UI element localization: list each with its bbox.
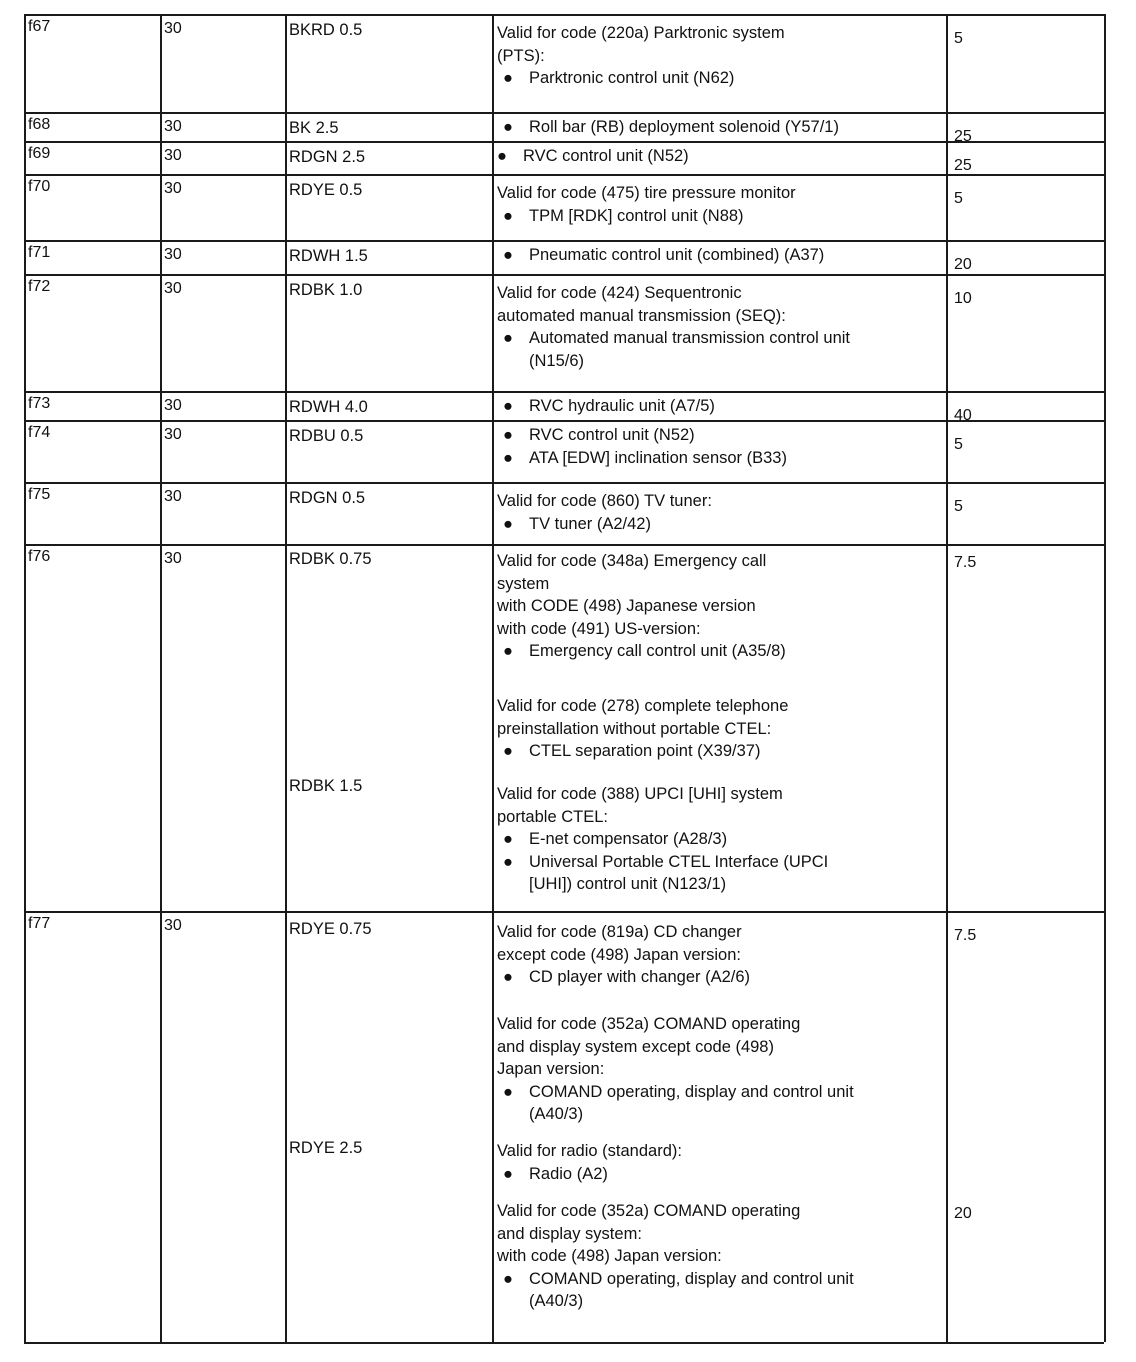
column-divider: [946, 14, 948, 1342]
column-divider: [24, 14, 26, 1342]
wire-spec: RDYE 0.5: [289, 181, 363, 199]
description-line: with code (498) Japan version:: [497, 1247, 722, 1265]
bullet-item: [497, 1268, 854, 1313]
wire-spec: RDWH 4.0: [289, 398, 368, 416]
bullet-item: [497, 447, 787, 470]
bullet-item: [497, 205, 796, 228]
description-line: Valid for code (424) Sequentronic: [497, 284, 742, 302]
fuse-number: f75: [28, 486, 51, 503]
terminal-number: 30: [164, 280, 182, 297]
bullet-text: Parktronic control unit (N62): [529, 69, 735, 87]
fuse-rating: 5: [954, 190, 963, 207]
bullet-icon: ●: [503, 69, 513, 87]
bullet-text: [UHI]) control unit (N123/1): [529, 875, 727, 893]
row-divider: [24, 112, 1104, 114]
wire-spec: RDBU 0.5: [289, 427, 364, 445]
row-divider: [24, 391, 1104, 393]
description-block: [497, 1200, 854, 1313]
bullet-item: [497, 828, 828, 851]
bullet-icon: ●: [503, 329, 513, 347]
bullet-item: [497, 966, 750, 989]
description-block: [497, 22, 785, 90]
bullet-text: RVC control unit (N52): [529, 426, 695, 444]
terminal-number: 30: [164, 426, 182, 443]
bullet-text: COMAND operating, display and control unit: [529, 1269, 854, 1288]
bullet-icon: ●: [503, 448, 513, 467]
description-block: [497, 244, 824, 267]
bullet-text: Universal Portable CTEL Interface (UPCI: [529, 852, 829, 871]
bullet-item: [497, 851, 828, 896]
column-divider: [160, 14, 162, 1342]
description-line: Valid for code (819a) CD changer: [497, 923, 742, 941]
column-divider: [1104, 14, 1106, 1342]
description-line: with CODE (498) Japanese version: [497, 597, 756, 615]
description-block: [497, 1013, 854, 1126]
wire-spec: RDBK 1.0: [289, 281, 363, 299]
description-line: system: [497, 574, 550, 593]
fuse-rating: 20: [954, 1205, 972, 1222]
terminal-number: 30: [164, 397, 182, 414]
bullet-text: RVC hydraulic unit (A7/5): [529, 397, 715, 415]
wire-spec: BKRD 0.5: [289, 21, 363, 39]
bullet-icon: ●: [503, 852, 513, 871]
description-line: Valid for code (352a) COMAND operating: [497, 1015, 801, 1033]
bullet-text: E-net compensator (A28/3): [529, 830, 728, 848]
bullet-icon: ●: [503, 742, 513, 760]
wire-spec: RDBK 1.5: [289, 777, 363, 795]
description-line: with code (491) US-version:: [497, 619, 701, 638]
bullet-icon: ●: [503, 206, 513, 225]
description-block: [497, 145, 689, 168]
description-line: Valid for code (388) UPCI [UHI] system: [497, 785, 783, 803]
row-divider: [24, 14, 1104, 16]
description-block: [497, 783, 828, 896]
fuse-number: f73: [28, 395, 51, 412]
column-divider: [285, 14, 287, 1342]
fuse-rating: 7.5: [954, 554, 977, 571]
fuse-number: f68: [28, 116, 51, 133]
row-divider: [24, 274, 1104, 276]
description-line: Valid for code (352a) COMAND operating: [497, 1202, 801, 1220]
bullet-icon: ●: [503, 830, 513, 848]
description-line: and display system except code (498): [497, 1037, 774, 1056]
bullet-text: CD player with changer (A2/6): [529, 968, 751, 986]
row-divider: [24, 240, 1104, 242]
wire-spec: RDGN 0.5: [289, 489, 366, 507]
wire-spec: RDGN 2.5: [289, 148, 366, 166]
bullet-text: Automated manual transmission control unit: [529, 329, 850, 347]
bullet-icon: ●: [503, 118, 513, 136]
wire-spec: BK 2.5: [289, 119, 339, 137]
description-line: automated manual transmission (SEQ):: [497, 306, 786, 325]
description-block: [497, 182, 796, 227]
description-line: Valid for code (860) TV tuner:: [497, 492, 712, 510]
bullet-icon: ●: [503, 1082, 513, 1101]
fuse-number: f74: [28, 424, 51, 441]
description-block: [497, 490, 712, 535]
bullet-item: [497, 67, 785, 90]
fuse-number: f70: [28, 178, 51, 195]
description-block: [497, 1140, 682, 1185]
bullet-icon: ●: [503, 642, 513, 660]
fuse-rating: 20: [954, 256, 972, 273]
description-line: Valid for code (220a) Parktronic system: [497, 24, 785, 42]
description-block: [497, 921, 750, 989]
terminal-number: 30: [164, 550, 182, 567]
row-divider: [24, 911, 1104, 913]
fuse-rating: 5: [954, 30, 963, 47]
row-divider: [24, 141, 1104, 143]
fuse-number: f76: [28, 548, 51, 565]
description-line: Japan version:: [497, 1060, 605, 1078]
description-line: Valid for code (278) complete telephone: [497, 697, 789, 715]
terminal-number: 30: [164, 917, 182, 934]
description-block: [497, 395, 715, 418]
bullet-icon: ●: [503, 1164, 513, 1183]
bullet-icon: ●: [503, 426, 513, 444]
terminal-number: 30: [164, 180, 182, 197]
fuse-rating: 25: [954, 157, 972, 174]
bullet-text: TPM [RDK] control unit (N88): [529, 206, 744, 225]
fuse-number: f69: [28, 145, 51, 162]
bullet-item: [497, 1081, 854, 1126]
fuse-number: f72: [28, 278, 51, 295]
fuse-rating: 10: [954, 290, 972, 307]
bullet-item: [497, 395, 715, 418]
description-block: [497, 424, 787, 469]
description-block: [497, 550, 786, 663]
fuse-rating: 5: [954, 498, 963, 515]
description-block: [497, 695, 788, 763]
bullet-icon: ●: [503, 968, 513, 986]
bullet-text: Radio (A2): [529, 1164, 608, 1183]
fuse-rating: 25: [954, 128, 972, 145]
description-line: and display system:: [497, 1224, 642, 1243]
description-block: [497, 282, 850, 372]
wire-spec: RDWH 1.5: [289, 247, 368, 265]
description-line: Valid for code (348a) Emergency call: [497, 552, 767, 570]
terminal-number: 30: [164, 488, 182, 505]
bullet-text: (A40/3): [529, 1105, 584, 1123]
bullet-icon: ●: [503, 397, 513, 415]
bullet-icon: ●: [503, 1269, 513, 1288]
wire-spec: RDBK 0.75: [289, 550, 372, 568]
fuse-number: f67: [28, 18, 51, 35]
description-block: [497, 116, 839, 139]
bullet-item: [497, 740, 788, 763]
bullet-item: [497, 327, 850, 372]
bullet-item: [497, 513, 712, 536]
description-line: preinstallation without portable CTEL:: [497, 719, 772, 738]
bullet-item: [497, 145, 689, 168]
description-line: Valid for radio (standard):: [497, 1142, 682, 1160]
row-divider: [24, 482, 1104, 484]
bullet-text: (N15/6): [529, 351, 585, 370]
terminal-number: 30: [164, 147, 182, 164]
bullet-text: Emergency call control unit (A35/8): [529, 642, 786, 660]
description-line: except code (498) Japan version:: [497, 945, 741, 964]
wire-spec: RDYE 0.75: [289, 920, 372, 938]
terminal-number: 30: [164, 118, 182, 135]
row-divider: [24, 1342, 1104, 1344]
row-divider: [24, 544, 1104, 546]
bullet-item: [497, 424, 787, 447]
fuse-number: f77: [28, 915, 51, 932]
fuse-rating: 40: [954, 407, 972, 424]
terminal-number: 30: [164, 20, 182, 37]
description-line: Valid for code (475) tire pressure monitor: [497, 184, 796, 202]
bullet-item: [497, 640, 786, 663]
bullet-text: CTEL separation point (X39/37): [529, 742, 761, 760]
bullet-icon: ●: [497, 147, 507, 165]
row-divider: [24, 420, 1104, 422]
terminal-number: 30: [164, 246, 182, 263]
bullet-item: [497, 116, 839, 139]
row-divider: [24, 174, 1104, 176]
bullet-icon: ●: [503, 514, 513, 533]
description-line: (PTS):: [497, 46, 545, 65]
bullet-item: [497, 1163, 682, 1186]
fuse-rating: 7.5: [954, 927, 977, 944]
bullet-text: (A40/3): [529, 1292, 584, 1310]
wire-spec: RDYE 2.5: [289, 1139, 363, 1157]
bullet-text: ATA [EDW] inclination sensor (B33): [529, 448, 787, 467]
bullet-text: RVC control unit (N52): [523, 147, 689, 165]
column-divider: [492, 14, 494, 1342]
bullet-text: Roll bar (RB) deployment solenoid (Y57/1): [529, 118, 839, 136]
fuse-number: f71: [28, 244, 51, 261]
bullet-text: COMAND operating, display and control unit: [529, 1082, 854, 1101]
fuse-rating: 5: [954, 436, 963, 453]
bullet-item: [497, 244, 824, 267]
bullet-text: TV tuner (A2/42): [529, 514, 651, 533]
bullet-icon: ●: [503, 246, 513, 264]
description-line: portable CTEL:: [497, 807, 608, 826]
bullet-text: Pneumatic control unit (combined) (A37): [529, 246, 825, 264]
